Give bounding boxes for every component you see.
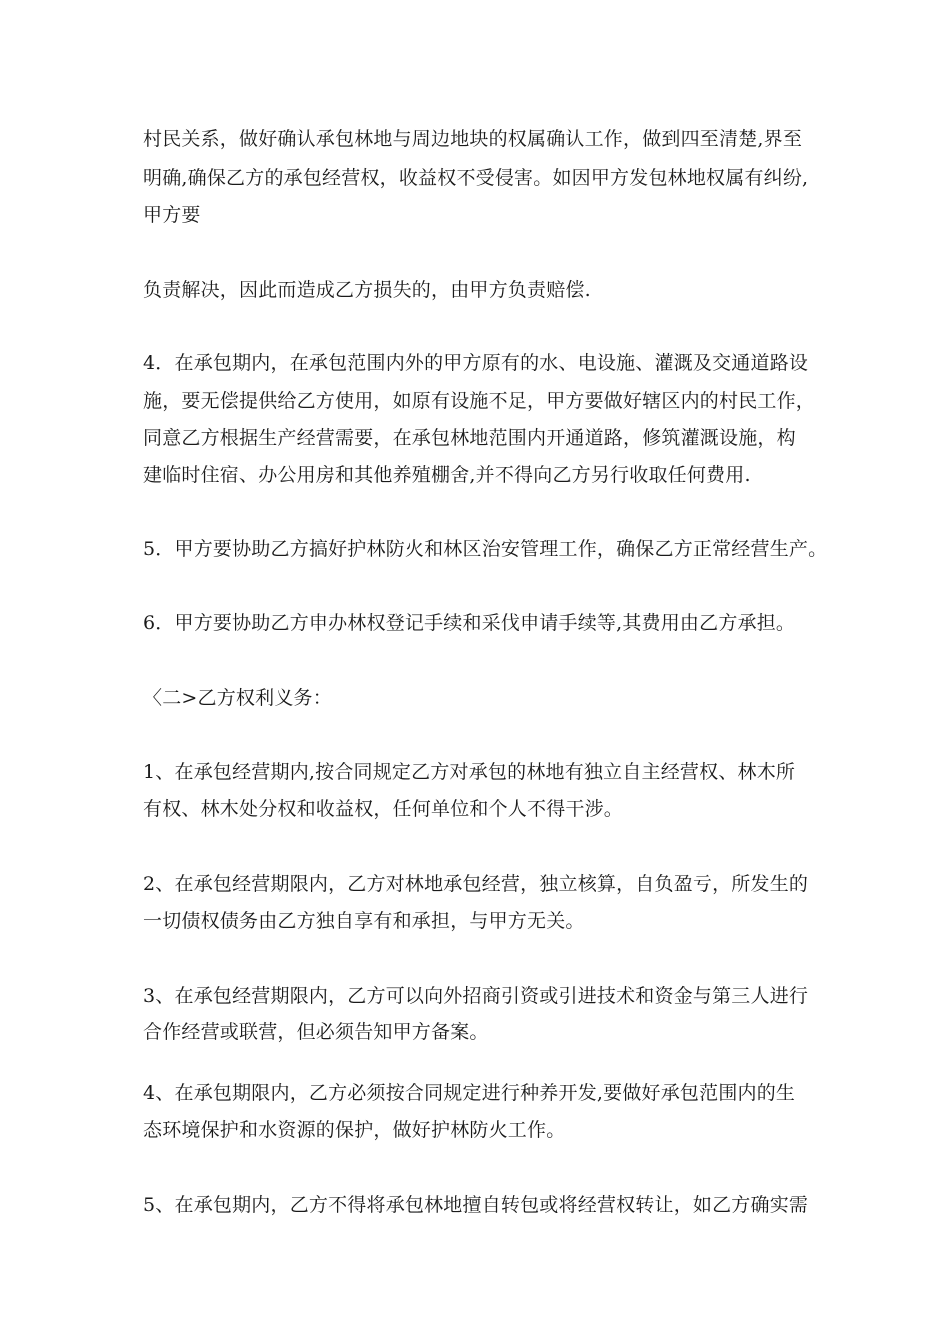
paragraph-line: 一切债权债务由乙方独自享有和承担，与甲方无关。 [143,910,585,932]
paragraph-line: 3、在承包经营期限内，乙方可以向外招商引资或引进技术和资金与第三人进行 [143,985,809,1007]
paragraph-line: 村民关系，做好确认承包林地与周边地块的权属确认工作，做到四至清楚,界至 [143,128,803,150]
paragraph-line: 施，要无偿提供给乙方使用，如原有设施不足，甲方要做好辖区内的村民工作， [143,390,816,412]
section-heading: 〈二>乙方权利义务： [143,687,332,709]
paragraph-line: 6．甲方要协助乙方申办林权登记手续和采伐申请手续等,其费用由乙方承担。 [143,612,796,634]
paragraph-line: 建临时住宿、办公用房和其他养殖棚舍,并不得向乙方另行收取任何费用. [143,464,751,486]
paragraph-line: 5．甲方要协助乙方搞好护林防火和林区治安管理工作，确保乙方正常经营生产。 [143,538,828,560]
paragraph-line: 4．在承包期内，在承包范围内外的甲方原有的水、电设施、灌溉及交通道路设 [143,352,809,374]
paragraph-line: 2、在承包经营期限内，乙方对林地承包经营，独立核算，自负盈亏，所发生的 [143,873,809,895]
paragraph-line: 负责解决，因此而造成乙方损失的，由甲方负责赔偿. [143,279,591,301]
paragraph-line: 4、在承包期限内，乙方必须按合同规定进行种养开发,要做好承包范围内的生 [143,1082,796,1104]
paragraph-line: 5、在承包期内，乙方不得将承包林地擅自转包或将经营权转让，如乙方确实需 [143,1194,809,1216]
paragraph-line: 明确,确保乙方的承包经营权，收益权不受侵害。如因甲方发包林地权属有纠纷, [143,167,809,189]
paragraph-line: 态环境保护和水资源的保护，做好护林防火工作。 [143,1119,566,1141]
paragraph-line: 同意乙方根据生产经营需要，在承包林地范围内开通道路，修筑灌溉设施，构 [143,427,796,449]
paragraph-line: 合作经营或联营，但必须告知甲方备案。 [143,1021,489,1043]
paragraph-line: 甲方要 [143,204,201,226]
paragraph-line: 1、在承包经营期内,按合同规定乙方对承包的林地有独立自主经营权、林木所 [143,761,796,783]
paragraph-line: 有权、林木处分权和收益权，任何单位和个人不得干涉。 [143,798,624,820]
